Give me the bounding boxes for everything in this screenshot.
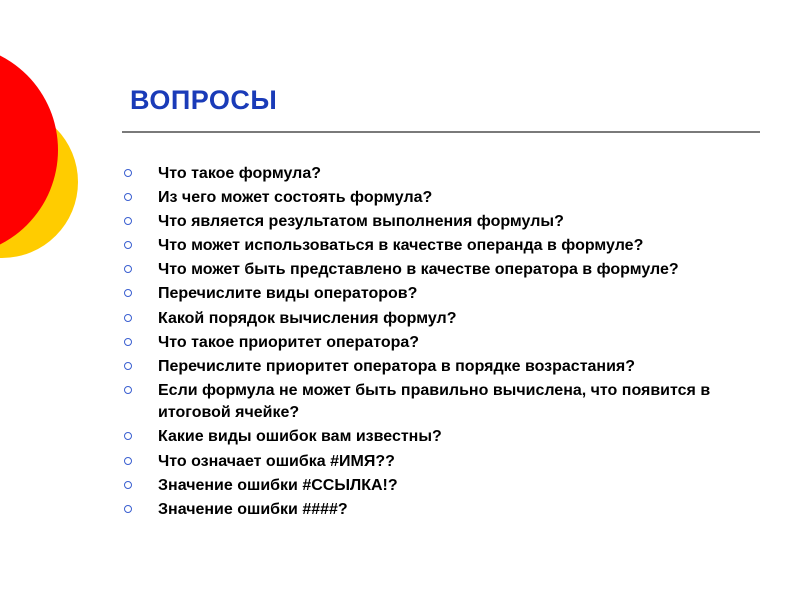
question-item: [124, 163, 764, 186]
question-text: Какие виды ошибок вам известны?: [158, 428, 442, 446]
question-item: [124, 235, 764, 258]
question-text: Значение ошибки ####?: [158, 500, 348, 518]
question-item: [124, 332, 764, 355]
bullet-icon: [124, 338, 132, 346]
question-item: [124, 475, 764, 498]
question-item: [124, 380, 764, 425]
question-text: Что такое формула?: [158, 165, 322, 182]
question-text: Перечислите виды операторов?: [158, 285, 418, 303]
question-item: [124, 211, 764, 234]
bullet-icon: [124, 314, 132, 322]
question-item: [124, 259, 764, 282]
question-text: Значение ошибки #ССЫЛКА!?: [158, 476, 398, 494]
bullet-icon: [124, 265, 132, 273]
bullet-icon: [124, 457, 132, 465]
bullet-icon: [124, 289, 132, 297]
bullet-icon: [124, 217, 132, 225]
bullet-icon: [124, 386, 132, 394]
slide-title: ВОПРОСЫ: [130, 85, 278, 115]
question-text: Если формула не может быть правильно вычислена, что появится в итоговой ячейке?: [158, 381, 711, 422]
questions-list: [124, 163, 764, 523]
question-item: [124, 283, 764, 306]
question-text: Что такое приоритет оператора?: [158, 333, 420, 351]
question-item: [124, 356, 764, 379]
question-item: [124, 499, 764, 522]
decorative-circles-graphic: [0, 0, 100, 340]
bullet-icon: [124, 169, 132, 177]
question-item: [124, 426, 764, 449]
bullet-icon: [124, 481, 132, 489]
question-text: Перечислите приоритет оператора в порядке возрастания?: [158, 357, 636, 375]
bullet-icon: [124, 193, 132, 201]
title-divider: [122, 131, 760, 133]
question-item: [124, 187, 764, 210]
bullet-icon: [124, 241, 132, 249]
bullet-icon: [124, 362, 132, 370]
question-text: Что может быть представлено в качестве оператора в формуле?: [158, 261, 679, 279]
question-text: Что означает ошибка #ИМЯ??: [158, 452, 395, 470]
bullet-icon: [124, 432, 132, 440]
question-text: Что является результатом выполнения формулы?: [158, 213, 564, 231]
question-item: [124, 308, 764, 331]
question-text: Что может использоваться в качестве операнда в формуле?: [158, 237, 644, 255]
bullet-icon: [124, 505, 132, 513]
question-text: Из чего может состоять формула?: [158, 189, 433, 207]
question-text: Какой порядок вычисления формул?: [158, 309, 457, 327]
decorative-circles: [0, 0, 100, 340]
question-item: [124, 451, 764, 474]
